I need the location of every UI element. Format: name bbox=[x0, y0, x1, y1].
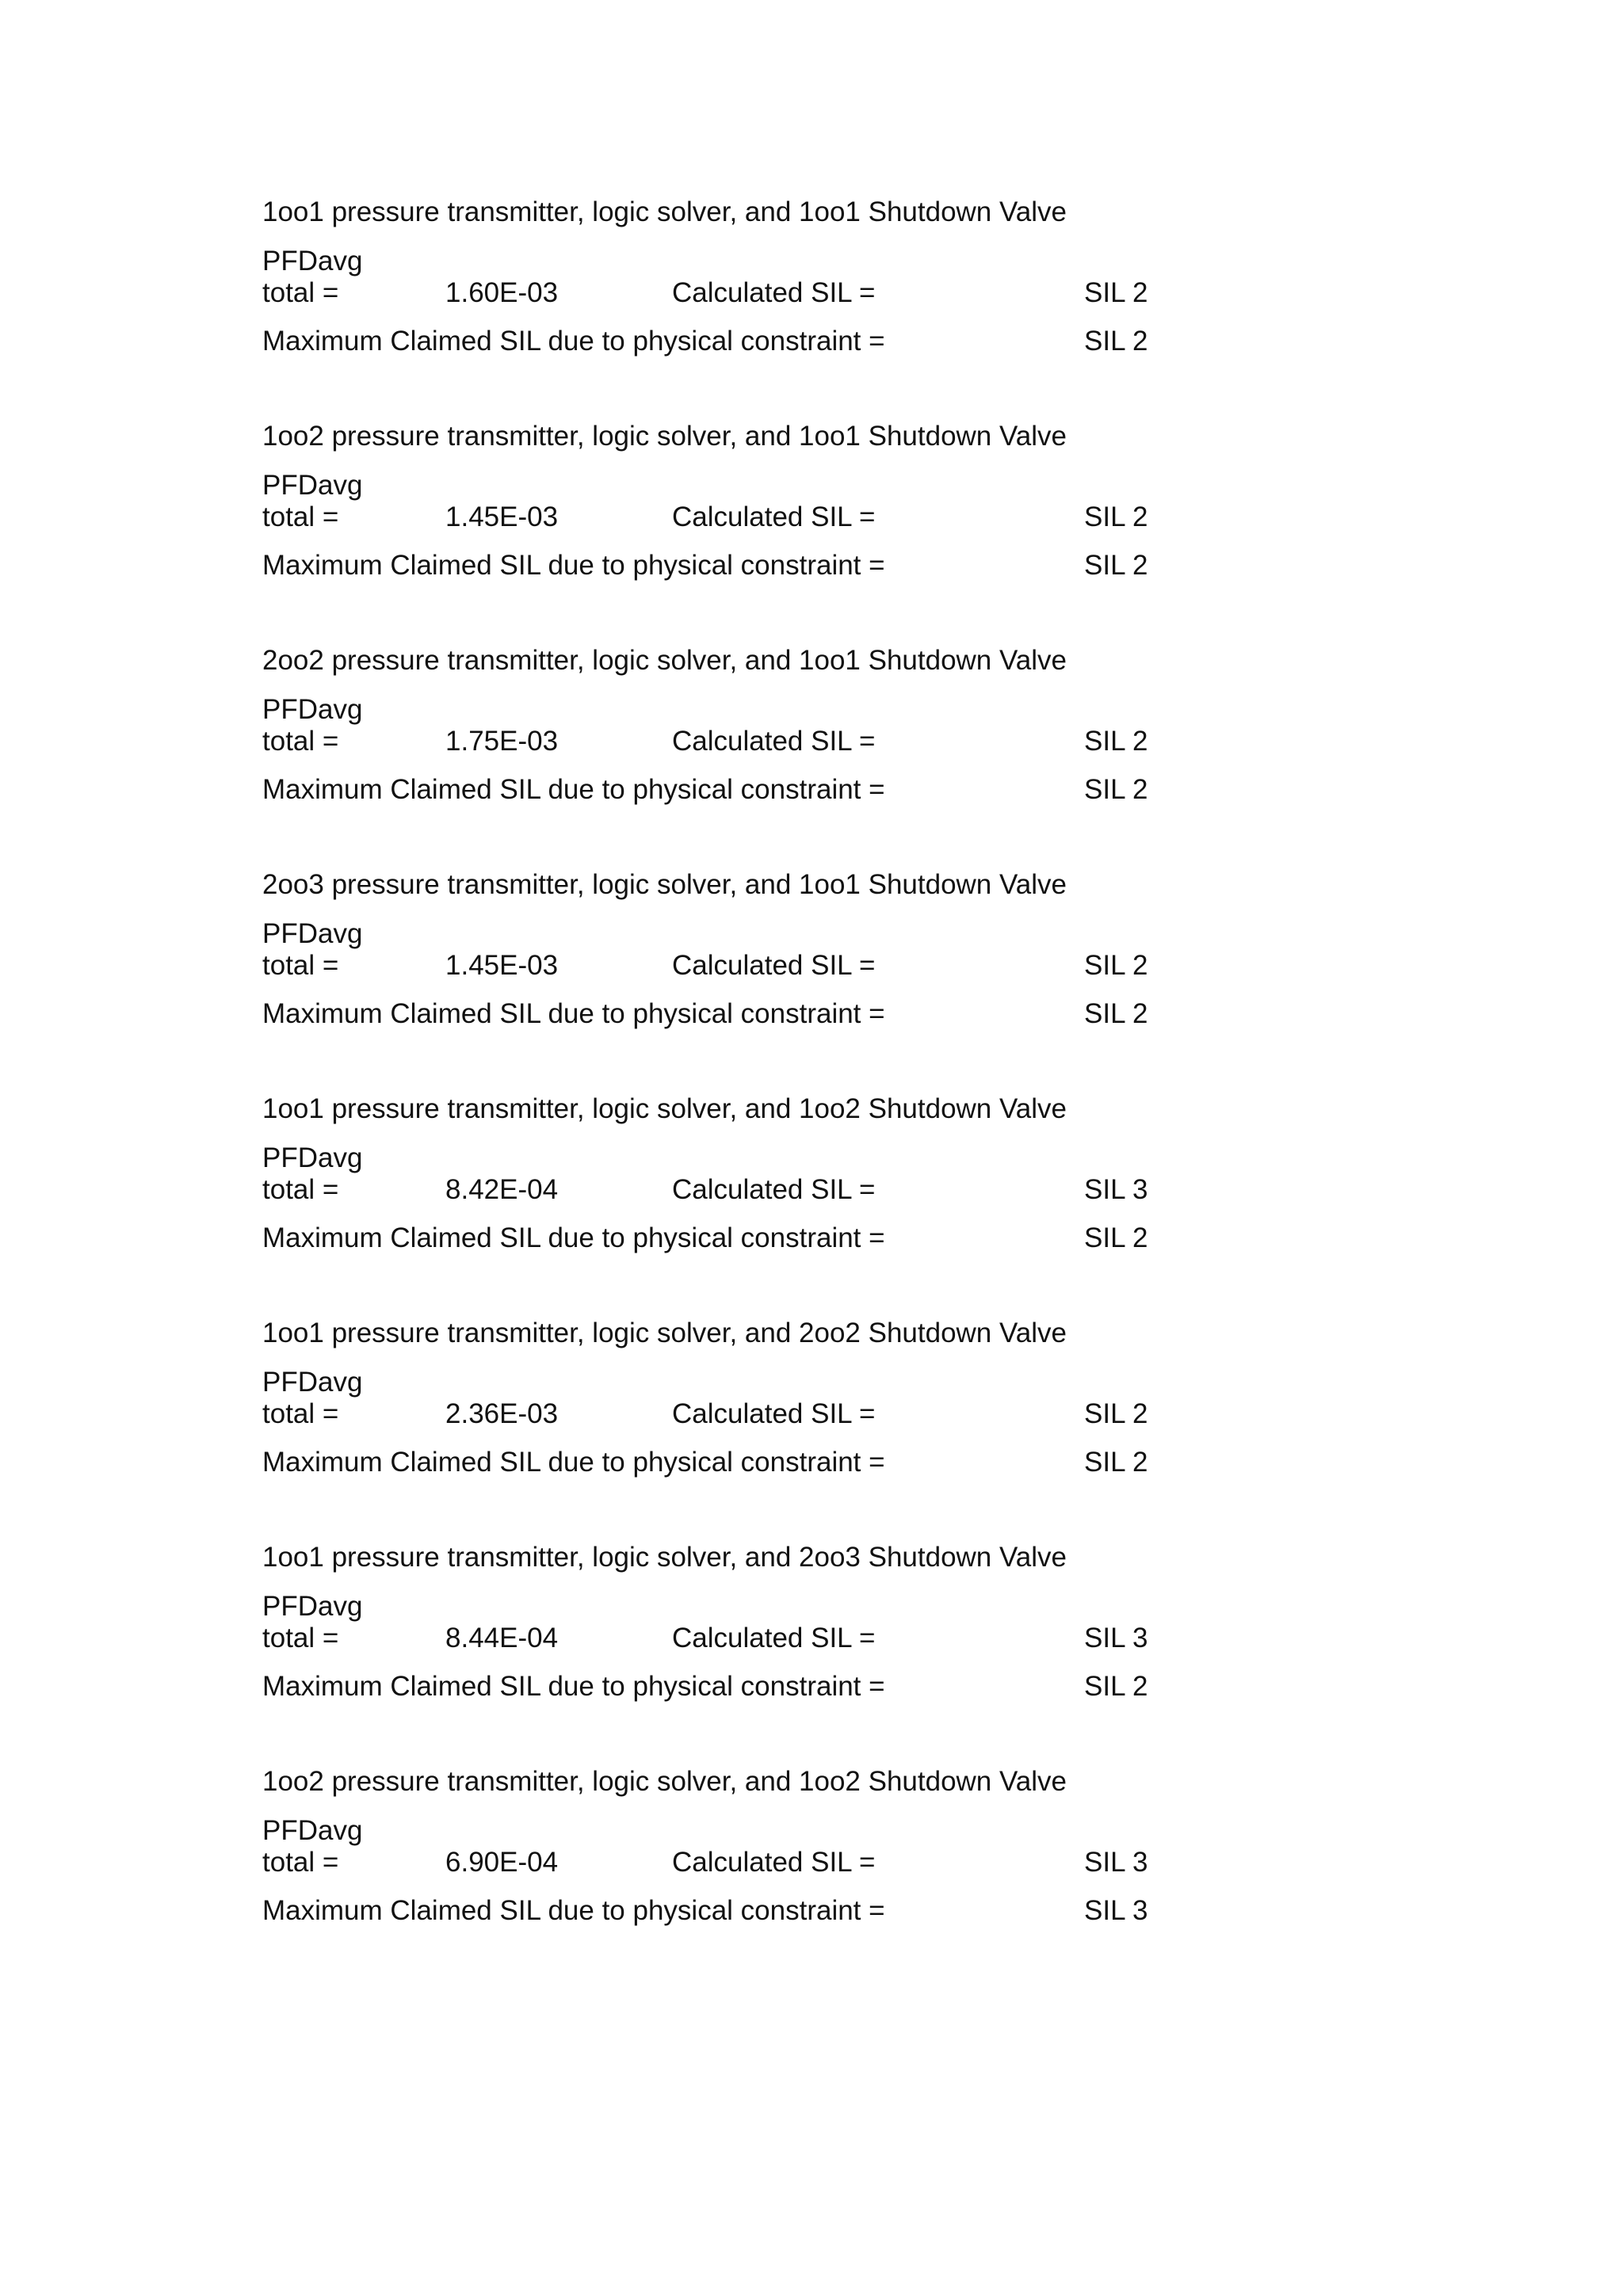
calculated-sil-value: SIL 3 bbox=[1084, 1174, 1148, 1205]
pfdavg-total-value: 1.45E-03 bbox=[445, 950, 559, 981]
sil-result-block bbox=[262, 1095, 1213, 1319]
max-claimed-sil-value: SIL 2 bbox=[1084, 326, 1148, 357]
calculated-sil-label: Calculated SIL = bbox=[672, 1623, 876, 1653]
total-label: total = bbox=[262, 726, 339, 757]
calculated-sil-label: Calculated SIL = bbox=[672, 1174, 876, 1205]
calculated-sil-label: Calculated SIL = bbox=[672, 950, 876, 981]
pfdavg-total-value: 8.44E-04 bbox=[445, 1623, 559, 1653]
calculated-sil-label: Calculated SIL = bbox=[672, 1847, 876, 1878]
max-claimed-sil-label: Maximum Claimed SIL due to physical constraint = bbox=[262, 998, 885, 1029]
configuration-title: 1oo1 pressure transmitter, logic solver, and 1oo1 Shutdown Valve bbox=[262, 196, 1067, 227]
pfdavg-label: PFDavg bbox=[262, 470, 363, 501]
total-label: total = bbox=[262, 1623, 339, 1653]
max-claimed-sil-label: Maximum Claimed SIL due to physical constraint = bbox=[262, 1222, 885, 1253]
calculated-sil-label: Calculated SIL = bbox=[672, 277, 876, 308]
calculated-sil-value: SIL 2 bbox=[1084, 950, 1148, 981]
max-claimed-sil-label: Maximum Claimed SIL due to physical constraint = bbox=[262, 774, 885, 805]
total-label: total = bbox=[262, 1847, 339, 1878]
pfdavg-label: PFDavg bbox=[262, 694, 363, 725]
max-claimed-sil-value: SIL 2 bbox=[1084, 1222, 1148, 1253]
max-claimed-sil-label: Maximum Claimed SIL due to physical constraint = bbox=[262, 1671, 885, 1702]
calculated-sil-value: SIL 2 bbox=[1084, 1398, 1148, 1429]
max-claimed-sil-label: Maximum Claimed SIL due to physical constraint = bbox=[262, 326, 885, 357]
sil-result-block bbox=[262, 646, 1213, 871]
calculated-sil-value: SIL 3 bbox=[1084, 1847, 1148, 1878]
pfdavg-label: PFDavg bbox=[262, 1142, 363, 1173]
sil-result-block bbox=[262, 871, 1213, 1095]
pfdavg-total-value: 1.45E-03 bbox=[445, 502, 559, 532]
pfdavg-total-value: 6.90E-04 bbox=[445, 1847, 559, 1878]
max-claimed-sil-value: SIL 2 bbox=[1084, 998, 1148, 1029]
pfdavg-total-value: 8.42E-04 bbox=[445, 1174, 559, 1205]
sil-result-block bbox=[262, 422, 1213, 646]
calculated-sil-label: Calculated SIL = bbox=[672, 726, 876, 757]
max-claimed-sil-value: SIL 2 bbox=[1084, 774, 1148, 805]
total-label: total = bbox=[262, 1174, 339, 1205]
pfdavg-label: PFDavg bbox=[262, 1591, 363, 1622]
max-claimed-sil-value: SIL 2 bbox=[1084, 550, 1148, 581]
pfdavg-total-value: 2.36E-03 bbox=[445, 1398, 559, 1429]
pfdavg-label: PFDavg bbox=[262, 246, 363, 277]
max-claimed-sil-value: SIL 2 bbox=[1084, 1447, 1148, 1478]
sil-result-block bbox=[262, 1319, 1213, 1543]
calculated-sil-label: Calculated SIL = bbox=[672, 1398, 876, 1429]
max-claimed-sil-label: Maximum Claimed SIL due to physical constraint = bbox=[262, 1895, 885, 1926]
configuration-title: 1oo2 pressure transmitter, logic solver, and 1oo2 Shutdown Valve bbox=[262, 1766, 1067, 1797]
configuration-title: 2oo2 pressure transmitter, logic solver, and 1oo1 Shutdown Valve bbox=[262, 645, 1067, 676]
sil-results-list bbox=[262, 198, 1213, 1992]
configuration-title: 1oo1 pressure transmitter, logic solver, and 2oo3 Shutdown Valve bbox=[262, 1542, 1067, 1573]
configuration-title: 1oo1 pressure transmitter, logic solver, and 2oo2 Shutdown Valve bbox=[262, 1318, 1067, 1348]
calculated-sil-label: Calculated SIL = bbox=[672, 502, 876, 532]
total-label: total = bbox=[262, 277, 339, 308]
configuration-title: 1oo2 pressure transmitter, logic solver, and 1oo1 Shutdown Valve bbox=[262, 421, 1067, 452]
sil-result-block bbox=[262, 1768, 1213, 1992]
max-claimed-sil-value: SIL 3 bbox=[1084, 1895, 1148, 1926]
max-claimed-sil-value: SIL 2 bbox=[1084, 1671, 1148, 1702]
total-label: total = bbox=[262, 950, 339, 981]
calculated-sil-value: SIL 2 bbox=[1084, 502, 1148, 532]
calculated-sil-value: SIL 2 bbox=[1084, 726, 1148, 757]
pfdavg-label: PFDavg bbox=[262, 1815, 363, 1846]
calculated-sil-value: SIL 3 bbox=[1084, 1623, 1148, 1653]
configuration-title: 2oo3 pressure transmitter, logic solver, and 1oo1 Shutdown Valve bbox=[262, 869, 1067, 900]
max-claimed-sil-label: Maximum Claimed SIL due to physical constraint = bbox=[262, 1447, 885, 1478]
total-label: total = bbox=[262, 1398, 339, 1429]
sil-result-block bbox=[262, 1543, 1213, 1768]
calculated-sil-value: SIL 2 bbox=[1084, 277, 1148, 308]
total-label: total = bbox=[262, 502, 339, 532]
pfdavg-total-value: 1.60E-03 bbox=[445, 277, 559, 308]
max-claimed-sil-label: Maximum Claimed SIL due to physical constraint = bbox=[262, 550, 885, 581]
sil-result-block bbox=[262, 198, 1213, 422]
pfdavg-total-value: 1.75E-03 bbox=[445, 726, 559, 757]
pfdavg-label: PFDavg bbox=[262, 918, 363, 949]
pfdavg-label: PFDavg bbox=[262, 1367, 363, 1398]
configuration-title: 1oo1 pressure transmitter, logic solver, and 1oo2 Shutdown Valve bbox=[262, 1093, 1067, 1124]
